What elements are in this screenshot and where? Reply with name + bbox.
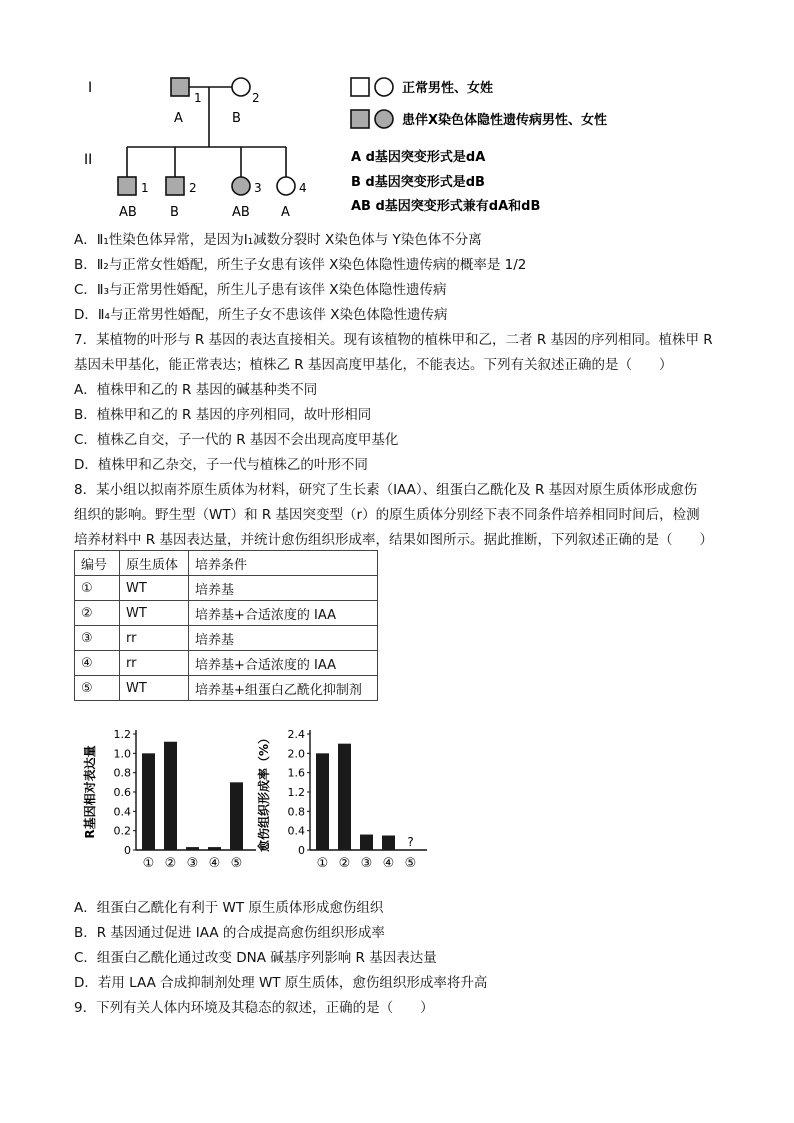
individual-II1-genotype: AB [119,205,137,220]
y-tick-label: 0 [124,844,131,857]
q7-option-a: A．植株甲和乙的 R 基因的碱基种类不同 [74,382,318,398]
table-cell: rr [120,626,189,651]
bar [142,753,155,850]
table-cell: ① [75,576,120,601]
y-tick-label: 0.4 [287,824,305,838]
conditions-table [74,550,378,701]
bar [186,847,199,850]
table-row [75,676,378,701]
x-tick-label: ② [338,856,351,871]
bar [338,744,351,850]
table-row [75,601,378,626]
table-row [75,576,378,601]
bar [164,742,177,850]
x-tick-label: ③ [186,856,199,871]
q8-option-c: C．组蛋白乙酰化通过改变 DNA 碱基序列影响 R 基因表达量 [74,950,437,966]
x-tick-label: ④ [208,856,221,871]
q8-option-a: A．组蛋白乙酰化有利于 WT 原生质体形成愈伤组织 [74,900,384,916]
q8-stem-line2: 组织的影响。野生型（WT）和 R 基因突变型（r）的原生质体分别经下表不同条件培养相同时间后，检测 [74,507,700,523]
x-tick-label: ① [316,856,329,871]
individual-I2-normal-female [232,78,250,96]
q9-stem: 9．下列有关人体内环境及其稳态的叙述，正确的是（ ） [74,1000,434,1016]
y-tick-label: 2.0 [287,747,305,761]
q8-stem-line3: 培养材料中 R 基因表达量，并统计愈伤组织形成率，结果如图所示。据此推断，下列叙述正确的是（ ） [74,532,713,548]
y-tick-label: 0.8 [113,766,131,780]
table-cell: ⑤ [75,676,120,701]
individual-II1-affected-male [118,177,136,195]
q7-stem-line1: 7．某植物的叶形与 R 基因的表达直接相关。现有该植物的植株甲和乙，二者 R 基因的序列相同。植株甲 R [74,332,713,348]
individual-I1-affected-male [171,78,189,96]
y-tick-label: 1.2 [287,786,305,799]
y-tick-label: 2.4 [287,728,305,741]
x-tick-label: ② [164,856,177,871]
legend-note-ab: AB d基因突变形式兼有dA和dB [351,199,541,214]
y-tick-label: 1.2 [113,728,131,741]
r-gene-expression-chart [78,718,258,878]
individual-II4-normal-female [277,177,295,195]
y-tick-label: 0 [298,844,305,857]
legend-affected-female-symbol [375,110,393,128]
x-tick-label: ④ [382,856,395,871]
table-cell: 培养基+组蛋白乙酰化抑制剂 [189,676,378,701]
individual-II3-affected-female [232,177,250,195]
table-cell: WT [120,601,189,626]
individual-I2-genotype: B [232,111,241,126]
table-cell: 培养基 [189,626,378,651]
bar [382,836,395,851]
individual-II2-affected-male [166,177,184,195]
individual-I2-number: 2 [252,91,260,105]
y-axis-label: R基因相对表达量 [83,745,97,839]
table-cell: 培养基+合适浓度的 IAA [189,601,378,626]
q7-option-c: C．植株乙自交，子一代的 R 基因不会出现高度甲基化 [74,432,399,448]
pedigree-chart [74,60,674,220]
bar [360,835,373,850]
table-cell: ② [75,601,120,626]
table-cell: 培养基 [189,576,378,601]
y-tick-label: 1.0 [113,747,131,761]
q7-option-d: D．植株甲和乙杂交，子一代与植株乙的叶形不同 [74,457,368,473]
gen1-label: I [88,80,93,96]
table-row [75,651,378,676]
gen2-label: II [84,152,93,168]
y-tick-label: 0.8 [287,805,305,819]
table-cell: WT [120,576,189,601]
bar [316,753,329,850]
individual-II4-genotype: A [281,205,290,220]
q6-option-a: A．Ⅱ₁性染色体异常，是因为Ⅰ₁减数分裂时 X染色体与 Y染色体不分离 [74,232,482,248]
bar [208,847,221,850]
bar [230,782,243,850]
q6-option-b: B．Ⅱ₂与正常女性婚配，所生子女患有该伴 X染色体隐性遗传病的概率是 1/2 [74,257,527,273]
legend-normal-female-symbol [375,78,393,96]
x-tick-label: ③ [360,856,373,871]
x-tick-label: ⑤ [404,856,417,871]
table-row [75,626,378,651]
legend-affected-text: 患伴X染色体隐性遗传病男性、女性 [402,113,608,128]
table-cell: WT [120,676,189,701]
individual-II3-genotype: AB [232,205,250,220]
x-tick-label: ① [142,856,155,871]
individual-II2-genotype: B [170,205,179,220]
y-axis-label: 愈伤组织形成率（%） [257,731,271,853]
q8-stem-line1: 8．某小组以拟南芥原生质体为材料，研究了生长素（IAA）、组蛋白乙酰化及 R 基因对原生质体形成愈伤 [74,482,698,498]
q6-option-c: C．Ⅱ₃与正常男性婚配，所生儿子患有该伴 X染色体隐性遗传病 [74,282,447,298]
q8-option-b: B．R 基因通过促进 IAA 的合成提高愈伤组织形成率 [74,925,385,941]
individual-II2-number: 2 [189,181,197,195]
table-cell: 培养基+合适浓度的 IAA [189,651,378,676]
q7-option-b: B．植株甲和乙的 R 基因的序列相同，故叶形相同 [74,407,372,423]
table-header-row [75,551,378,576]
legend-note-b: B d基因突变形式是dB [351,175,485,190]
y-tick-label: 0.2 [113,824,131,838]
individual-I1-number: 1 [194,91,202,105]
table-cell: ④ [75,651,120,676]
table-cell: rr [120,651,189,676]
q6-option-d: D．Ⅱ₄与正常男性婚配，所生子女不患该伴 X染色体隐性遗传病 [74,307,448,323]
individual-II4-number: 4 [299,181,307,195]
table-header-cell: 编号 [75,551,120,576]
individual-II1-number: 1 [141,181,149,195]
y-tick-label: 0.4 [113,805,131,819]
individual-II3-number: 3 [254,181,262,195]
table-cell: ③ [75,626,120,651]
x-tick-label: ⑤ [230,856,243,871]
table-header-cell: 原生质体 [120,551,189,576]
legend-normal-text: 正常男性、女姓 [402,81,494,96]
individual-I1-genotype: A [174,111,183,126]
y-tick-label: 1.6 [287,766,305,780]
q7-stem-line2: 基因未甲基化，能正常表达；植株乙 R 基因高度甲基化，不能表达。下列有关叙述正确的是（ ） [74,357,673,373]
table-header-cell: 培养条件 [189,551,378,576]
y-tick-label: 0.6 [113,786,131,799]
unknown-value-mark: ? [407,835,414,849]
q8-option-d: D．若用 LAA 合成抑制剂处理 WT 原生质体，愈伤组织形成率将升高 [74,975,488,991]
legend-affected-male-symbol [351,110,369,128]
legend-note-a: A d基因突变形式是dA [351,150,486,165]
callus-formation-rate-chart [252,718,427,878]
legend-normal-male-symbol [351,78,369,96]
